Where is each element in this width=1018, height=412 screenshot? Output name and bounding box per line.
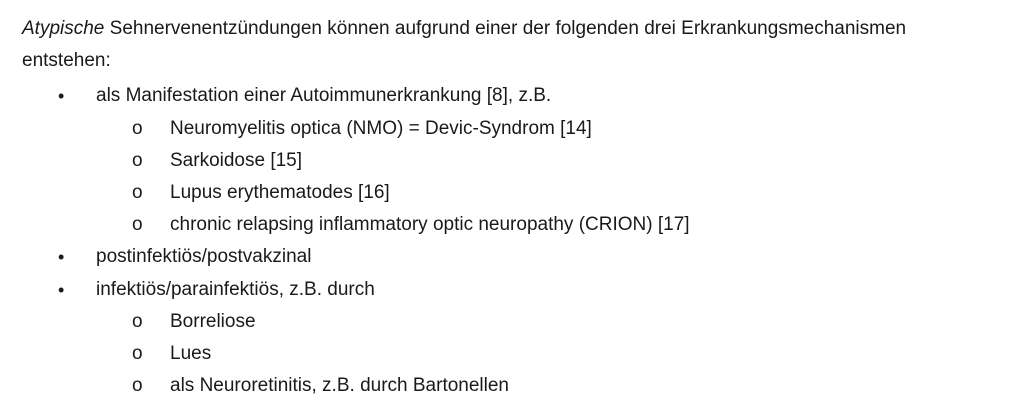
sub-list-item <box>0 338 1018 370</box>
intro-text: Sehnervenentzündungen können aufgrund einer der folgenden drei Erkrankungsmechanismen <box>104 18 907 39</box>
sub-bullet-marker: o <box>132 182 143 203</box>
sub-list-item <box>0 177 1018 209</box>
bullet-marker: • <box>58 280 65 300</box>
list-item-text: infektiös/parainfektiös, z.B. durch <box>96 279 375 300</box>
sub-list-item <box>0 113 1018 145</box>
sub-list-item <box>0 145 1018 177</box>
sub-list-item <box>0 370 1018 402</box>
sub-bullet-marker: o <box>132 343 143 364</box>
sub-list-item-text: chronic relapsing inflammatory optic neuropathy (CRION) [17] <box>170 214 690 235</box>
sub-list-item-text: Lues <box>170 343 212 364</box>
sub-bullet-marker: o <box>132 375 143 396</box>
sub-bullet-marker: o <box>132 118 143 139</box>
list-item-text: postinfektiös/postvakzinal <box>96 246 312 267</box>
bullet-marker: • <box>58 247 65 267</box>
sub-list-item <box>0 209 1018 241</box>
sub-list-item-text: Borreliose <box>170 311 256 332</box>
list-item-text: als Manifestation einer Autoimmunerkrankung [8], z.B. <box>96 85 552 106</box>
bullet-marker: • <box>58 86 65 106</box>
list-item <box>0 241 1018 273</box>
intro-emphasis: Atypische <box>22 18 105 39</box>
intro-line-2: entstehen: <box>22 50 111 71</box>
sub-list-item-text: Lupus erythematodes [16] <box>170 182 390 203</box>
sub-list-item-text: Neuromyelitis optica (NMO) = Devic-Syndrom [14] <box>170 118 592 139</box>
sub-bullet-marker: o <box>132 311 143 332</box>
intro-line-1 <box>22 13 906 45</box>
list-item <box>0 80 1018 112</box>
sub-list-item-text: als Neuroretinitis, z.B. durch Bartonellen <box>170 375 509 396</box>
sub-list-item-text: Sarkoidose [15] <box>170 150 303 171</box>
sub-list-item <box>0 306 1018 338</box>
list-item <box>0 274 1018 306</box>
sub-bullet-marker: o <box>132 214 143 235</box>
sub-bullet-marker: o <box>132 150 143 171</box>
